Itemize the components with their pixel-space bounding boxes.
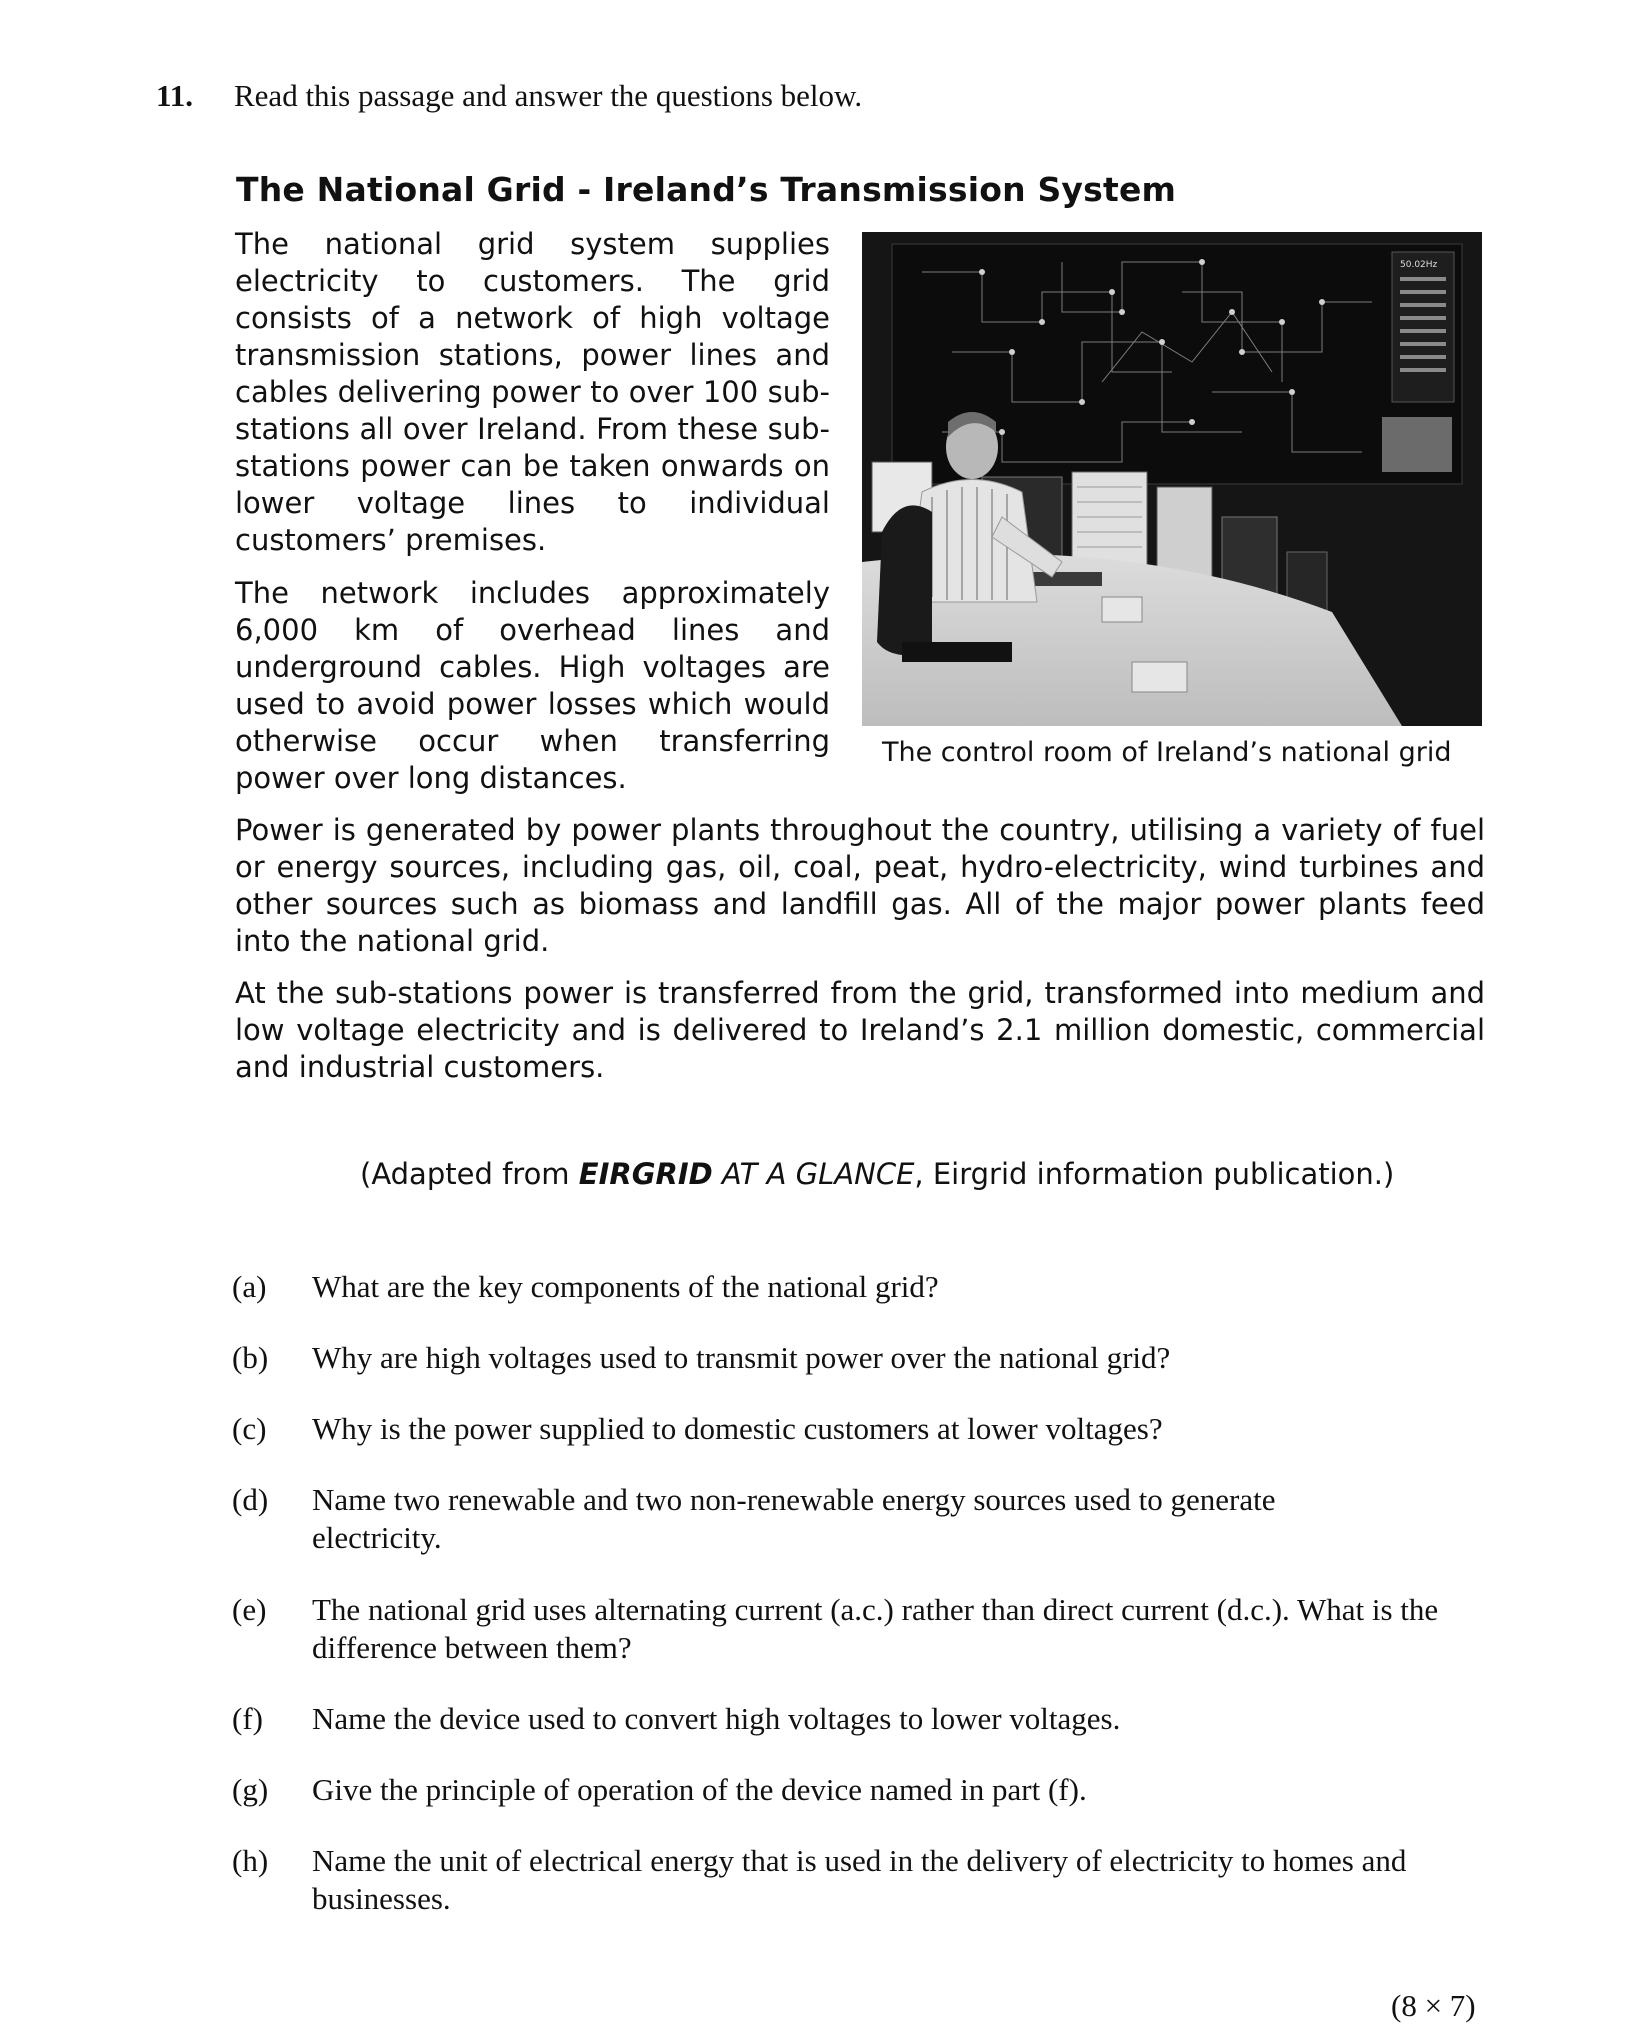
passage-paragraph-2: The network includes approximately 6,000 km of overhead lines and underground cables. High voltages are used to avoid power losses which would otherwise occur when transferring power over long distances. [235, 576, 830, 795]
control-room-photo [862, 232, 1482, 726]
passage-paragraph-1: The national grid system supplies electricity to customers. The grid consists of a network of high voltage transmission stations, power lines and cables delivering power to over 100 sub-stations all over Ireland. From these sub-stations power can be taken onwards on lower voltage lines to individual customers’ premises. [235, 227, 830, 557]
source-publication: EIRGRID [578, 1157, 713, 1191]
photo-caption: The control room of Ireland’s national grid [882, 737, 1452, 768]
subquestion-text: What are the key components of the national grid? [312, 1269, 939, 1304]
subquestion-text: Name the unit of electrical energy that is used in the delivery of electricity to homes and businesses. [312, 1843, 1407, 1916]
subquestion-label: (b) [232, 1340, 269, 1375]
subquestion-text: Give the principle of operation of the device named in part (f). [312, 1772, 1087, 1807]
subquestion-text: Why is the power supplied to domestic customers at lower voltages? [312, 1411, 1163, 1446]
subquestion-label: (a) [232, 1269, 267, 1304]
passage-paragraph-4: At the sub-stations power is transferred from the grid, transformed into medium and low voltage electricity and is delivered to Ireland’s 2.1 million domestic, commercial and industrial customers. [235, 976, 1485, 1084]
source-prefix: (Adapted from [360, 1157, 579, 1191]
subquestion-text: Name the device used to convert high voltages to lower voltages. [312, 1701, 1121, 1736]
subquestion-label: (g) [232, 1772, 269, 1807]
subquestion-text: The national grid uses alternating current (a.c.) rather than direct current (d.c.). What is the difference between them? [312, 1592, 1439, 1665]
frequency-readout: 50.02Hz [1400, 260, 1438, 270]
subquestion-text: Why are high voltages used to transmit power over the national grid? [312, 1340, 1171, 1375]
source-citation [360, 1157, 1394, 1191]
passage-paragraph-3: Power is generated by power plants throughout the country, utilising a variety of fuel or energy sources, including gas, oil, coal, peat, hydro-electricity, wind turbines and other sources such as biomass and landfill gas. All of the major power plants feed into the national grid. [235, 813, 1485, 958]
passage-title: The National Grid - Ireland’s Transmission System [236, 170, 1177, 209]
subquestion-text: Name two renewable and two non-renewable energy sources used to generate electricity. [312, 1482, 1276, 1555]
subquestion-label: (c) [232, 1411, 267, 1446]
marks-allocation: (8 × 7) [1391, 1988, 1476, 2023]
subquestion-label: (h) [232, 1843, 269, 1878]
question-number: 11. [156, 78, 194, 113]
control-room-illustration [862, 232, 1482, 726]
source-title-rest: AT A GLANCE [712, 1157, 915, 1191]
question-intro: Read this passage and answer the questions below. [234, 78, 863, 113]
subquestion-label: (e) [232, 1592, 267, 1627]
source-suffix: , Eirgrid information publication.) [914, 1157, 1395, 1191]
subquestion-label: (f) [232, 1701, 263, 1736]
subquestion-label: (d) [232, 1482, 269, 1517]
